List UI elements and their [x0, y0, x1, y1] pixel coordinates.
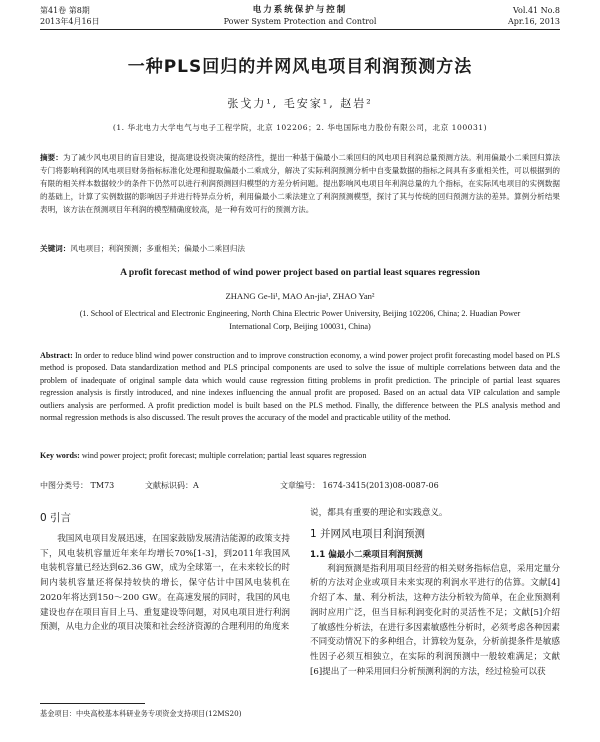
document-code: 文献标识码：A: [145, 481, 199, 490]
section-introduction-title: 0 引言: [40, 512, 72, 524]
left-column: [40, 510, 290, 635]
issue-date-en: Apr.16, 2013: [507, 17, 560, 26]
volume-en: Vol.41 No.8: [513, 6, 560, 15]
abstract-en: [40, 350, 560, 424]
keywords-en: [40, 450, 560, 462]
keywords-en-text: wind power project; profit forecast; multiple correlation; partial least squares regression: [81, 451, 367, 460]
authors-cn: 张戈力¹, 毛安家¹, 赵岩²: [227, 97, 373, 110]
article-number: 文章编号： 1674-3415(2013)08-0087-06: [280, 481, 439, 490]
keywords-en-label: Key words:: [40, 451, 80, 460]
section-1-title: 1 并网风电项目利润预测: [310, 527, 426, 540]
header-rule: [40, 29, 560, 30]
keywords-cn-text: 风电项目；利润预测；多重相关；偏最小二乘回归法: [70, 244, 246, 253]
footnote-funding: 基金项目：中央高校基本科研业务专项资金支持项目(12MS20): [40, 709, 242, 718]
affiliation-cn: (1. 华北电力大学电气与电子工程学院，北京 102206；2. 华电国际电力股份有限公司，北京 100031): [112, 123, 488, 132]
affiliation-en: (1. School of Electrical and Electronic Engineering, North China Electric Power University, Beijing 102206, China; 2. Huadian Power International Corp, Beijing 100031, China): [79, 309, 521, 331]
clc-number: 中图分类号： TM73: [40, 481, 115, 490]
abstract-en-text: In order to reduce blind wind power construction and to improve construction economy, a wind power project profit forecasting model based on PLS method is proposed. Data standardization method and PLS principal components are used to solve the issue of multiple correlations between data and the problem of inadequate of original sample data which would cause regression fitting problems in profit prediction. The principle of partial least squares regression analysis is firstly introduced, and nine indexes influencing the annual profit are proposed. Based on an actual data VIP calculation and sample outliers analysis are performed. A profit prediction model is built based on the PLS method. Finally, the difference between the PLS analysis method and normal regression methods is also discussed. The result proves the accuracy of the model and practicable utility of the method.: [40, 351, 560, 423]
abstract-cn-label: 摘要：: [40, 153, 63, 162]
paper-title-cn: 一种PLS回归的并网风电项目利润预测方法: [127, 57, 473, 77]
abstract-cn: [40, 152, 560, 217]
keywords-cn: [40, 243, 560, 255]
volume-issue: 第41卷 第8期: [40, 6, 90, 15]
abstract-en-label: Abstract:: [40, 351, 73, 360]
introduction-continuation: 说，都具有重要的理论和实践意义。: [310, 508, 448, 518]
authors-en: ZHANG Ge-li¹, MAO An-jia¹, ZHAO Yan²: [225, 291, 375, 301]
keywords-cn-label: 关键词：: [40, 244, 71, 253]
subsection-1-1-title: 1.1 偏最小二乘项目利润预测: [310, 549, 423, 560]
right-column: [310, 506, 560, 679]
abstract-cn-text: 为了减少风电项目的盲目建设，提高建设投资决策的经济性，提出一种基于偏最小二乘回归的风电项目利润总量预测方法。利用偏最小二乘回归算法专门将影响利润的风电项目财务指标标准化处理和提取偏最小二乘成分，解决了实际利润预测分析中自变量数据的指标之间具有多重相关性，可以根据到的有限的相关样本数据较少的条件下仍然可以进行利润预测回归模型的方差分析问题。提出影响风电项目年利润总量的九个指标，在实际风电项目的实例数据的基础上，计算了实例数据的影响因子并进行特异点分析，利用偏最小二乘法建立了利润预测模型，探讨了其与传统的回归预测方法的差异。算例分析结果表明，该方法在预测项目年利润的模型精确度较高，是一种有效可行的预测方法。: [40, 153, 561, 214]
header-center: [40, 5, 560, 27]
issue-date-cn: 2013年4月16日: [40, 17, 100, 26]
journal-name-en: Power System Protection and Control: [223, 17, 377, 26]
introduction-paragraph: 我国风电项目发展迅速，在国家鼓励发展清洁能源的政策支持下，风电装机容量近年来年均增长70%[1-3]，到2011年我国风电装机容量已经达到62.36 GW，成为全球第一，在未来较长的时间内装机容量还将保持较快的增长，保守估计中国风电装机在2020年将达到150～200 GW。在高速发展的同时，我国的风电建设也存在项目盲目上马、重复建设等问题，对风电项目进行利润预测，从电力企业的项目决策和社会经济资源的合理利用的角度来: [40, 534, 290, 633]
footnote-rule: [40, 703, 145, 704]
header-right: [508, 5, 560, 27]
running-header: [40, 5, 560, 31]
paper-title-en: A profit forecast method of wind power project based on partial least squares regression: [120, 267, 480, 278]
subsection-1-1-paragraph: 利润预测是指利用项目经营的相关财务指标信息，采用定量分析的方法对企业或项目未来实现的利润水平进行的估算。文献[4]介绍了本、量、利分析法，这种方法分析较为简单，在企业预测利润时应用广泛，但当目标利润变化时的灵活性不足；文献[5]介绍了敏感性分析法，在进行多因素敏感性分析时，必须考虑各种因素不同变动情况下的多种组合，计算较为复杂，分析前提条件是敏感性因子必须互相独立，在实际的利润预测中一般较难满足；文献[6]提出了一种采用回归分析预测利润的方法，经过检验可以获: [310, 563, 560, 677]
journal-name-cn: 电力系统保护与控制: [252, 5, 348, 15]
